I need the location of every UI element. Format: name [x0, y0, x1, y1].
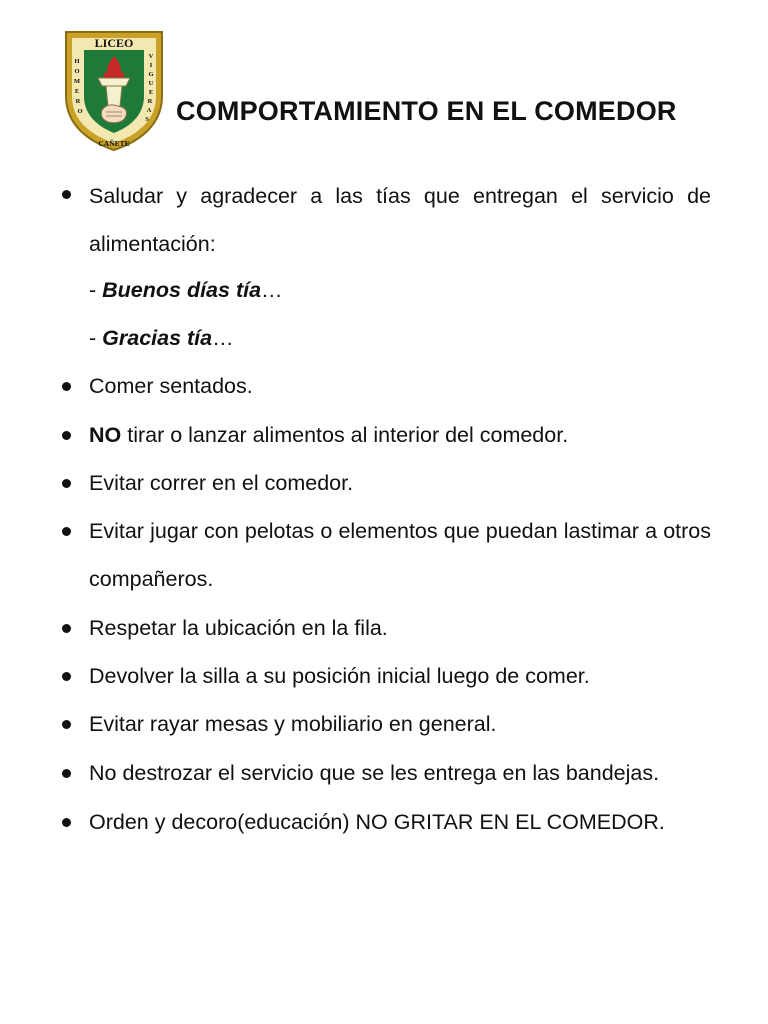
bullet-icon [62, 720, 71, 729]
svg-text:R: R [147, 98, 153, 105]
list-item [89, 411, 711, 459]
list-subitem-suffix: … [261, 278, 283, 302]
list-subitem [89, 314, 234, 362]
svg-text:A: A [146, 107, 152, 114]
list-item [89, 459, 711, 507]
list-subitem-prefix: - [89, 326, 103, 350]
list-subitem-bold: Buenos días tía [102, 278, 262, 302]
list-subitem-suffix: … [212, 326, 234, 350]
list-item [89, 362, 711, 410]
school-crest-logo [62, 30, 166, 152]
list-item-text: Respetar la ubicación en la fila. [89, 616, 388, 640]
svg-text:M: M [73, 78, 81, 85]
svg-text:I: I [149, 62, 153, 69]
list-item-text: No destrozar el servicio que se les entrega en las bandejas. [89, 761, 660, 785]
list-item-bold: NO [89, 423, 122, 447]
bullet-icon [62, 624, 71, 633]
page-title: COMPORTAMIENTO EN EL COMEDOR [176, 96, 677, 126]
svg-text:O: O [74, 68, 80, 75]
list-item-text: Evitar jugar con pelotas o elementos que puedan lastimar a otros compañeros. [89, 519, 711, 591]
crest-top-text: LICEO [94, 36, 134, 50]
svg-text:G: G [148, 71, 154, 78]
list-item [89, 652, 711, 700]
list-item-text: Evitar correr en el comedor. [89, 471, 354, 495]
bullet-icon [62, 672, 71, 681]
bullet-icon [62, 479, 71, 488]
list-item-text: Devolver la silla a su posición inicial luego de comer. [89, 664, 590, 688]
bullet-icon [62, 382, 71, 391]
crest-right-text: V [148, 53, 154, 60]
svg-text:E: E [148, 89, 154, 96]
svg-text:E: E [74, 88, 80, 95]
svg-text:O: O [77, 108, 83, 115]
list-item-text: Evitar rayar mesas y mobiliario en general. [89, 712, 497, 736]
bullet-icon [62, 527, 71, 536]
list-item-text: Comer sentados. [89, 374, 253, 398]
list-item-text: tirar o lanzar alimentos al interior del comedor. [121, 423, 569, 447]
list-subitem-bold: Gracias tía [102, 326, 213, 350]
list-subitem-prefix: - [89, 278, 103, 302]
list-item [89, 172, 711, 268]
bullet-icon [62, 769, 71, 778]
bullet-icon [62, 818, 71, 827]
svg-text:R: R [75, 98, 81, 105]
list-item-text: Saludar y agradecer a las tías que entregan el servicio de alimentación: [89, 184, 711, 256]
list-item-text: Orden y decoro(educación) NO GRITAR EN EL COMEDOR. [89, 810, 665, 834]
list-item [89, 507, 711, 603]
list-item [89, 749, 711, 797]
list-item [89, 798, 711, 846]
list-item [89, 604, 711, 652]
crest-bottom-text: CAÑETE [98, 139, 130, 148]
list-subitem [89, 266, 283, 314]
list-item [89, 700, 711, 748]
bullet-icon [62, 431, 71, 440]
crest-left-text: H [74, 58, 80, 65]
svg-text:S: S [145, 116, 149, 123]
svg-text:U: U [148, 80, 154, 87]
bullet-icon [62, 190, 71, 199]
